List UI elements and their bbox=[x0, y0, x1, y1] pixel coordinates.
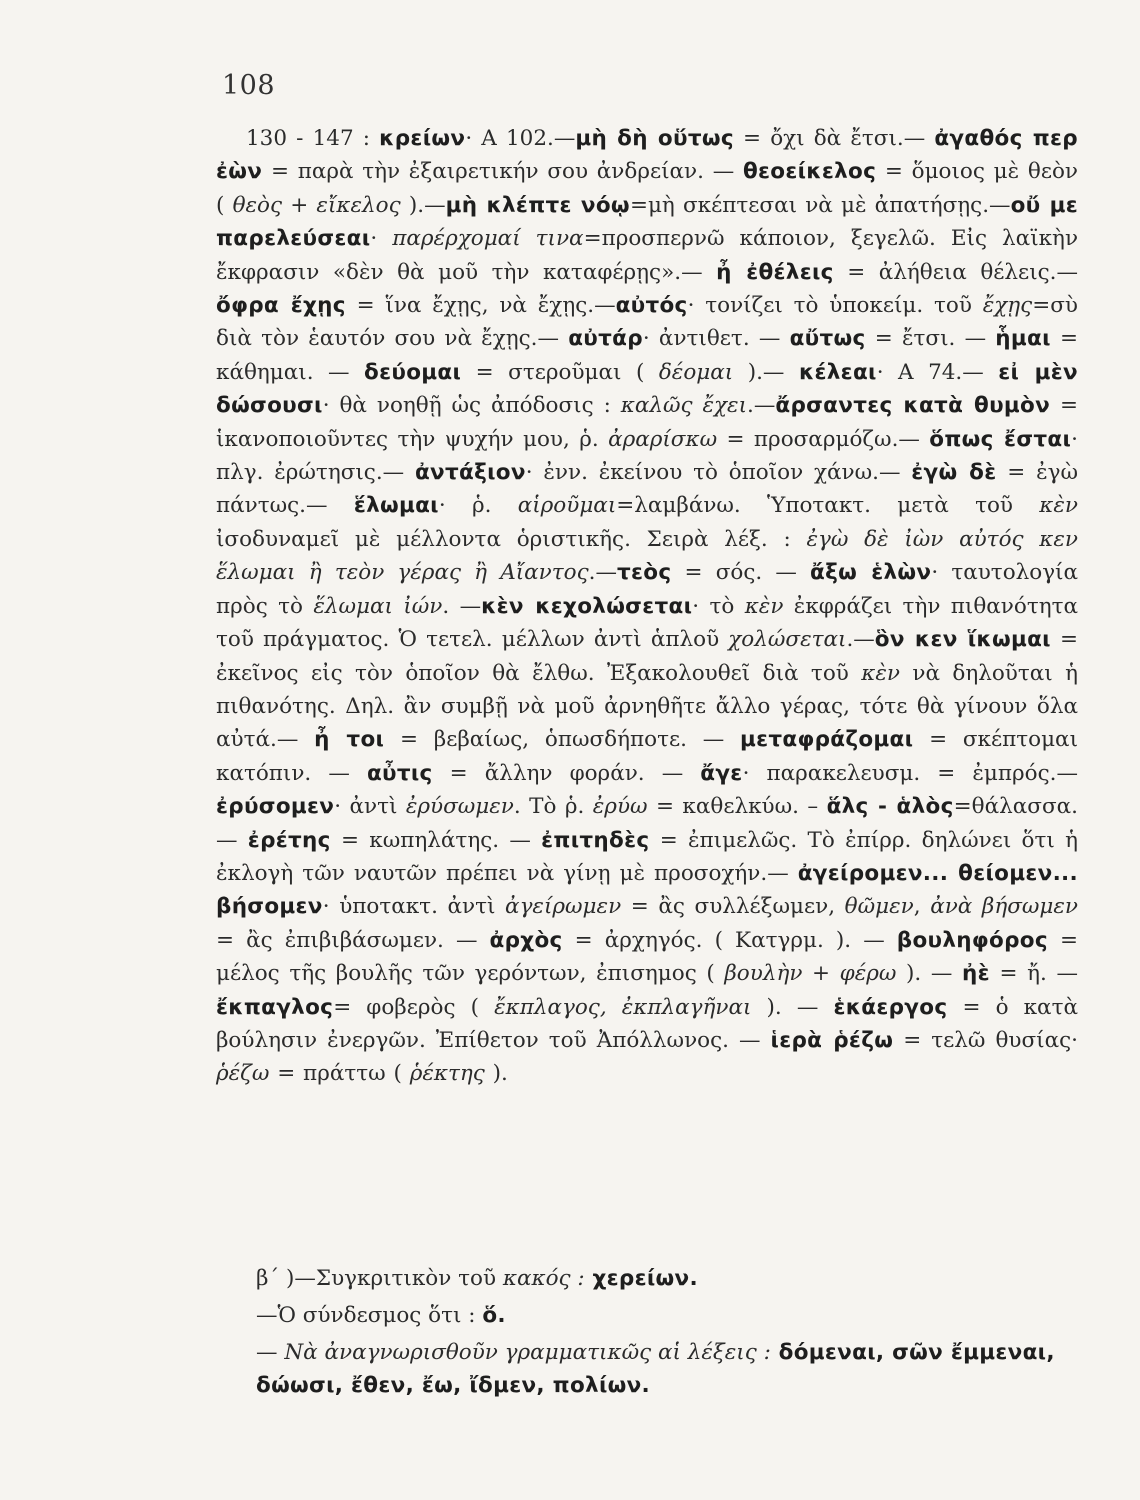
commentary-segment: = τελῶ θυσίας· bbox=[893, 1027, 1078, 1053]
italic-form: δέομαι bbox=[658, 359, 734, 385]
lemma-term: ἄρσαντες κατὰ θυμὸν bbox=[775, 393, 1051, 419]
lemma-term: ἕλωμαι bbox=[353, 493, 439, 519]
commentary-segment: · ἐνν. ἐκείνου τὸ ὁποῖον χάνω.— bbox=[525, 460, 912, 486]
commentary-segment: =προσπερνῶ κάποιον, ξεγελῶ. Εἰς λαϊκὴν ἔκφρασιν «δὲν θὰ μοῦ τὴν καταφέρῃς».— bbox=[216, 226, 1079, 285]
lemma-term: μεταφράζομαι bbox=[740, 727, 914, 753]
lemma-term: ὅπως ἔσται bbox=[929, 426, 1072, 452]
commentary-segment: νὰ δηλοῦται ἡ πιθανότης. Δηλ. ἂν συμβῇ νὰ μοῦ ἀρνηθῆτε ἄλλο γέρας, τότε θὰ γίνουν ὅλα αὐτά.— bbox=[216, 660, 1078, 753]
lemma-term: δεύομαι bbox=[364, 359, 462, 385]
commentary-segment: ). — bbox=[896, 961, 963, 987]
commentary-segment: · Α 102.— bbox=[465, 126, 576, 151]
commentary-segment: = κάθημαι. — bbox=[216, 326, 1078, 385]
italic-form: ἐρύω bbox=[592, 794, 648, 820]
italic-form: βουλὴν + φέρω bbox=[724, 961, 897, 987]
lemma-term: μὴ κλέπτε νόῳ bbox=[445, 192, 630, 218]
commentary-segment: = σκέπτομαι κατόπιν. — bbox=[216, 727, 1079, 786]
commentary-segment: , bbox=[913, 894, 931, 920]
lemma-term: βουληφόρος bbox=[896, 927, 1048, 953]
italic-form: κὲν bbox=[1039, 493, 1078, 519]
lemma-term: κέλεαι bbox=[798, 359, 877, 385]
italic-form: ἐρύσωμεν bbox=[405, 794, 514, 820]
lemma-term: ἀντάξιον bbox=[414, 460, 526, 486]
lemma-term: ἅλς - ἁλὸς bbox=[826, 794, 954, 820]
commentary-segment: =θάλασσα. — bbox=[216, 794, 1078, 853]
lemma-term: μὴ δὴ οὕτως bbox=[575, 126, 734, 151]
commentary-segment: = ἤ. — bbox=[989, 961, 1078, 987]
exercise-1-text: β΄ )—Συγκριτικὸν τοῦ bbox=[256, 1266, 503, 1291]
italic-form: αἱροῦμαι bbox=[517, 493, 617, 519]
commentary-segment: = πράττω ( bbox=[269, 1061, 410, 1087]
commentary-segment: = κωπηλάτης. — bbox=[330, 827, 542, 853]
italic-form: ἔκπλαγος, ἐκπλαγῆναι bbox=[494, 994, 752, 1020]
commentary-segment: = προσαρμόζω.— bbox=[717, 426, 930, 452]
lemma-term: ἐρέτης bbox=[247, 827, 331, 853]
commentary-segment: =σὺ διὰ τὸν ἑαυτόν σου νὰ ἔχῃς.— bbox=[216, 293, 1078, 352]
commentary-segment: = παρὰ τὴν ἐξαιρετικήν σου ἀνδρείαν. — bbox=[262, 159, 743, 185]
exercise-line-3 bbox=[216, 1336, 1078, 1402]
commentary-segment: =λαμβάνω. Ὑποτακτ. μετὰ τοῦ bbox=[616, 493, 1040, 519]
commentary-segment: = ἂς συλλέξωμεν, bbox=[621, 894, 845, 920]
commentary-segment: · Α 74.— bbox=[876, 359, 999, 385]
commentary-segment: = ὁ κατὰ βούλησιν ἐνεργῶν. Ἐπίθετον τοῦ Ἀπόλλωνος. — bbox=[216, 994, 1078, 1053]
italic-form: χολώσεται bbox=[728, 627, 847, 653]
commentary-segment: · θὰ νοηθῇ ὡς ἀπόδοσις : bbox=[322, 393, 621, 419]
lemma-term: ἐρύσομεν bbox=[216, 794, 335, 820]
italic-form: θεὸς + εἴκελος bbox=[232, 192, 401, 218]
exercise-1-answer: χερείων. bbox=[584, 1266, 698, 1291]
lemma-term: ἠὲ bbox=[962, 961, 990, 987]
lemma-term: ἐγὼ δὲ bbox=[911, 460, 997, 486]
commentary-segment: = ἐπιμελῶς. Τὸ ἐπίρρ. δηλώνει ὅτι ἡ ἐκλογὴ τῶν ναυτῶν πρέπει νὰ γίνῃ μὲ προσοχήν.— bbox=[216, 827, 1078, 886]
lemma-term: αὐτάρ bbox=[568, 326, 643, 352]
commentary-segment: · ἀντιθετ. — bbox=[642, 326, 790, 352]
commentary-segment: ). bbox=[484, 1061, 508, 1087]
italic-form: κὲν bbox=[744, 593, 784, 619]
commentary-segment: · τὸ bbox=[692, 593, 745, 619]
commentary-segment: ἰσοδυναμεῖ μὲ μέλλοντα ὁριστικῆς. Σειρὰ λέξ. : bbox=[216, 526, 807, 552]
italic-form: ἀγείρωμεν bbox=[505, 894, 622, 920]
exercise-1-italic: κακός : bbox=[502, 1266, 585, 1291]
italic-form: ἐγὼ δὲ ἰὼν αὐτός κεν ἕλωμαι ἢ τεὸν γέρας ἢ Αἴαντος bbox=[216, 526, 1078, 586]
exercise-line-1 bbox=[216, 1262, 1078, 1295]
exercise-3-italic: Νὰ ἀναγνωρισθοῦν γραμματικῶς αἱ λέξεις : bbox=[284, 1340, 771, 1365]
commentary-segment: .— bbox=[588, 560, 617, 586]
lemma-term: ἄγε bbox=[700, 760, 743, 786]
lemma-term: ἦ ἐθέλεις bbox=[716, 259, 834, 285]
italic-form: ἀνὰ βήσωμεν bbox=[930, 894, 1078, 920]
lemma-term: ἀρχὸς bbox=[489, 927, 563, 953]
italic-form: ῥέκτης bbox=[409, 1061, 485, 1087]
commentary-segment: · bbox=[370, 226, 393, 252]
lemma-term: τεὸς bbox=[616, 560, 672, 586]
commentary-segment: 130 - 147 : bbox=[246, 126, 380, 151]
italic-form: κὲν bbox=[861, 660, 900, 686]
commentary-segment: · πλγ. ἐρώτησις.— bbox=[216, 426, 1078, 486]
commentary-segment: · ἀντὶ bbox=[334, 794, 406, 820]
exercise-3-words: δόμεναι, σῶν ἔμμεναι, δώωσι, ἔθεν, ἔω, ἴδμεν, πολίων. bbox=[256, 1340, 1055, 1398]
lemma-term: ἧμαι bbox=[995, 326, 1051, 352]
commentary-segment: · ταυτολογία πρὸς τὸ bbox=[216, 560, 1079, 619]
lemma-term: εἰ μὲν δώσουσι bbox=[216, 359, 1078, 419]
commentary-segment: = ἱκανοποιοῦντες τὴν ψυχήν μου, ῥ. bbox=[216, 393, 1078, 452]
lemma-term: ἐπιτηδὲς bbox=[541, 827, 650, 853]
commentary-segment: = ἂς ἐπιβιβάσωμεν. — bbox=[216, 927, 490, 953]
italic-form: θῶμεν bbox=[844, 894, 914, 920]
commentary-segment: = ἵνα ἔχῃς, νὰ ἔχῃς.— bbox=[345, 293, 616, 319]
commentary-segment: = ἄλλην φοράν. — bbox=[432, 760, 701, 786]
lemma-term: αὐτός bbox=[615, 293, 688, 319]
italic-form: ἕλωμαι ἰών bbox=[313, 593, 443, 619]
italic-form: καλῶς ἔχει bbox=[620, 393, 748, 419]
lemma-term: ἑκάεργος bbox=[833, 994, 948, 1020]
italic-form: ἔχῃς bbox=[982, 293, 1033, 319]
lemma-term: αὖτις bbox=[366, 760, 433, 786]
commentary-segment: · τονίζει τὸ ὑποκείμ. τοῦ bbox=[687, 293, 983, 319]
lemma-term: αὔτως bbox=[789, 326, 866, 352]
lemma-term: ἄξω ἑλὼν bbox=[810, 560, 932, 586]
exercise-3-text: — bbox=[256, 1340, 285, 1365]
commentary-segment: · παρακελευσμ. = ἐμπρός.— bbox=[742, 760, 1078, 786]
commentary-segment: = ὄχι δὰ ἔτσι.— bbox=[733, 126, 935, 151]
lemma-term: ἱερὰ ῥέζω bbox=[770, 1027, 894, 1053]
lemma-term: ἦ τοι bbox=[314, 727, 385, 753]
commentary-segment: ). — bbox=[751, 994, 834, 1020]
commentary-segment: = ἐγὼ πάντως.— bbox=[216, 460, 1079, 519]
lemma-term: ὄφρα ἔχῃς bbox=[216, 293, 346, 319]
commentary-segment: = ἀλήθεια θέλεις.— bbox=[833, 259, 1078, 285]
page-number: 108 bbox=[222, 70, 276, 101]
commentary-segment: . Τὸ ῥ. bbox=[513, 794, 593, 820]
lemma-term: ἀγείρομεν... θείομεν... βήσομεν bbox=[216, 860, 1078, 920]
commentary-segment: · ῥ. bbox=[438, 493, 518, 519]
commentary-segment: . — bbox=[442, 593, 482, 619]
lemma-term: οὔ με παρελεύσεαι bbox=[216, 192, 1078, 252]
commentary-segment: · ὑποτακτ. ἀντὶ bbox=[322, 894, 506, 920]
exercise-line-2 bbox=[216, 1299, 1078, 1332]
commentary-segment: .— bbox=[747, 393, 776, 419]
lemma-term: ὃν κεν ἵκωμαι bbox=[874, 627, 1051, 653]
commentary-segment: .— bbox=[846, 627, 875, 653]
commentary-segment: = στεροῦμαι ( bbox=[461, 359, 659, 385]
commentary-segment: = μέλος τῆς βουλῆς τῶν γερόντων, ἐπισημος ( bbox=[216, 927, 1078, 987]
commentary-segment: ).— bbox=[400, 192, 446, 218]
commentary-segment: = φοβερὸς ( bbox=[333, 994, 495, 1020]
italic-form: ἀραρίσκω bbox=[608, 426, 718, 452]
italic-form: παρέρχομαί τινα bbox=[392, 226, 584, 252]
commentary-text bbox=[216, 126, 1078, 1086]
commentary-segment: =μὴ σκέπτεσαι νὰ μὲ ἀπατήσῃς.— bbox=[629, 192, 1011, 218]
commentary-segment: = ἔτσι. — bbox=[865, 326, 996, 352]
commentary-segment: = ἀρχηγός. ( Κατγρμ. ). — bbox=[562, 927, 897, 953]
lemma-term: θεοείκελος bbox=[742, 159, 877, 185]
commentary-segment: = ἐκεῖνος εἰς τὸν ὁποῖον θὰ ἔλθω. Ἐξακολουθεῖ διὰ τοῦ bbox=[216, 627, 1078, 686]
lemma-term: ἔκπαγλος bbox=[216, 994, 334, 1020]
commentary-segment: ἐκφράζει τὴν πιθανότητα τοῦ πράγματος. Ὁ τετελ. μέλλων ἀντὶ ἁπλοῦ bbox=[216, 593, 1079, 653]
italic-form: ῥέζω bbox=[216, 1061, 270, 1087]
lemma-term: κρείων bbox=[379, 126, 466, 151]
commentary-segment: = ὅμοιος μὲ θεὸν ( bbox=[216, 159, 1078, 218]
commentary-segment: = καθελκύω. – bbox=[647, 794, 827, 820]
lemma-term: κὲν κεχολώσεται bbox=[481, 593, 693, 619]
lemma-term: ἀγαθός περ ἐὼν bbox=[216, 126, 1078, 185]
commentary-segment: = σός. — bbox=[671, 560, 811, 586]
commentary-segment: = βεβαίως, ὁπωσδήποτε. — bbox=[384, 727, 740, 753]
commentary-paragraph bbox=[216, 122, 1078, 1091]
commentary-segment: ).— bbox=[733, 359, 799, 385]
exercise-2-text: —Ὁ σύνδεσμος ὅτι : bbox=[256, 1303, 483, 1328]
exercise-2-answer: ὅ. bbox=[482, 1303, 506, 1328]
exercise-block bbox=[216, 1262, 1078, 1406]
